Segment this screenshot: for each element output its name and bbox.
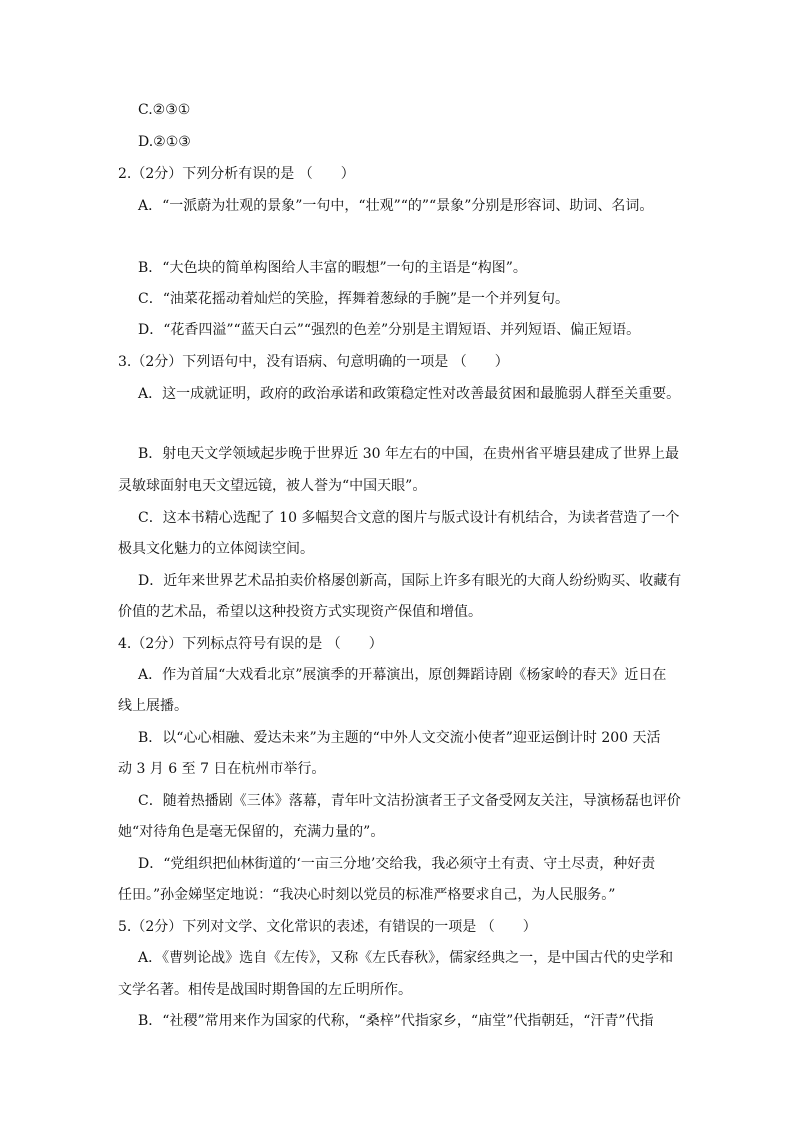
q5-option-b: B．“社稷”常用来作为国家的代称，“桑梓”代指家乡，“庙堂”代指朝廷，“汗青”代指 <box>138 1013 654 1029</box>
q4-option-a-cont: 线上展播。 <box>118 698 188 714</box>
question-3-stem: 3.（2分）下列语句中，没有语病、句意明确的一项是 （ ） <box>118 354 509 370</box>
question-4-stem: 4.（2分）下列标点符号有误的是 （ ） <box>118 636 383 652</box>
q2-option-b: B．“大色块的简单构图给人丰富的暇想”一句的主语是“构图”。 <box>138 260 527 276</box>
q3-option-d-cont: 价值的艺术品，希望以这种投资方式实现资产保值和增值。 <box>118 604 482 620</box>
question-5-stem: 5.（2分）下列对文学、文化常识的表述，有错误的一项是 （ ） <box>118 919 537 935</box>
q3-option-b: B．射电天文学领域起步晚于世界近 30 年左右的中国，在贵州省平塘县建成了世界上最 <box>138 446 680 462</box>
q2-option-d: D．“花香四溢”“蓝天白云”“强烈的色差”分别是主谓短语、并列短语、偏正短语。 <box>138 322 641 338</box>
question-2-stem: 2.（2分）下列分析有误的是 （ ） <box>118 166 355 182</box>
q4-option-d: D．“党组织把仙林街道的‘一亩三分地’交给我，我必须守土有责、守土尽责，种好责 <box>138 856 656 872</box>
q1-option-d: D.②①③ <box>138 134 191 150</box>
q1-option-c: C.②③① <box>138 102 191 118</box>
q4-option-c-cont: 她“对待角色是毫无保留的，充满力量的”。 <box>118 824 385 840</box>
q3-option-c: C．这本书精心选配了 10 多幅契合文意的图片与版式设计有机结合，为读者营造了一个 <box>138 510 680 526</box>
q3-option-c-cont: 极具文化魅力的立体阅读空间。 <box>118 541 314 557</box>
q5-option-a: A．《曹刿论战》选自《左传》，又称《左氏春秋》，儒家经典之一，是中国古代的史学和 <box>138 950 674 966</box>
q5-option-a-cont: 文学名著。相传是战国时期鲁国的左丘明所作。 <box>118 982 412 998</box>
q3-option-d: D．近年来世界艺术品拍卖价格屡创新高，国际上许多有眼光的大商人纷纷购买、收藏有 <box>138 573 682 589</box>
q3-option-a: A．这一成就证明，政府的政治承诺和政策稳定性对改善最贫困和最脆弱人群至关重要。 <box>138 386 681 402</box>
q2-option-c: C．“油菜花摇动着灿烂的笑脸，挥舞着葱绿的手腕”是一个并列复句。 <box>138 291 570 307</box>
q4-option-a: A．作为首届“大戏看北京”展演季的开幕演出，原创舞蹈诗剧《杨家岭的春天》近日在 <box>138 667 667 683</box>
q4-option-b: B．以“心心相融、爱达未来”为主题的“中外人文交流小使者”迎亚运倒计时 200 天活 <box>138 730 661 746</box>
q3-option-b-cont: 灵敏球面射电天文望远镜，被人誉为“中国天眼”。 <box>118 478 427 494</box>
q4-option-b-cont: 动 3 月 6 至 7 日在杭州市举行。 <box>118 761 326 777</box>
q2-option-a: A．“一派蔚为壮观的景象”一句中，“壮观”“的”“景象”分别是形容词、助词、名词。 <box>138 198 654 214</box>
q4-option-c: C．随着热播剧《三体》落幕，青年叶文洁扮演者王子文备受网友关注，导演杨磊也评价 <box>138 793 681 809</box>
q4-option-d-cont: 任田。”孙金娣坚定地说：“我决心时刻以党员的标准严格要求自己，为人民服务。” <box>118 887 616 903</box>
